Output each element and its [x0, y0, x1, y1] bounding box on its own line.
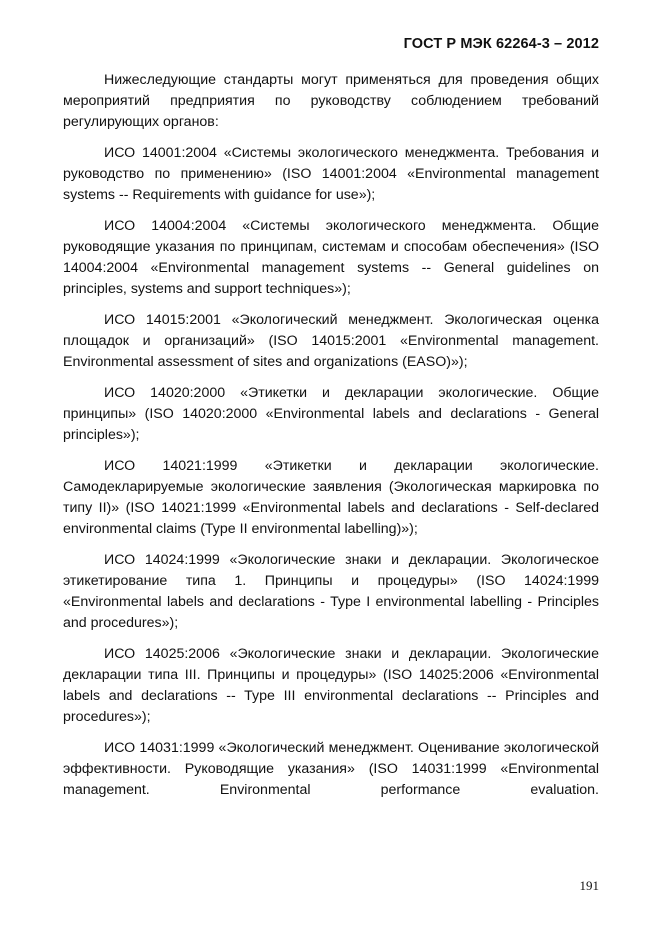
document-header: ГОСТ Р МЭК 62264-3 – 2012 — [403, 36, 599, 52]
paragraph-iso-14024: ИСО 14024:1999 «Экологические знаки и декларации. Экологическое этикетирование типа 1. Принципы и процедуры» (ISO 14024:1999 «Environmental labels and declarations - Type I environmental labelling - Principles and procedures»); — [63, 552, 599, 631]
paragraph-iso-14015: ИСО 14015:2001 «Экологический менеджмент. Экологическая оценка площадок и организаций» (ISO 14015:2001 «Environmental management. Environmental assessment of sites and organizations (EASO)»); — [63, 312, 599, 370]
paragraph-iso-14001: ИСО 14001:2004 «Системы экологического менеджмента. Требования и руководство по применению» (ISO 14001:2004 «Environmental management systems -- Requirements with guidance for use»); — [63, 145, 599, 203]
paragraph-iso-14004: ИСО 14004:2004 «Системы экологического менеджмента. Общие руководящие указания по принципам, системам и способам обеспечения» (ISO 14004:2004 «Environmental management systems -- General guidelines on principles, systems and support techniques»); — [63, 218, 599, 297]
paragraph-iso-14025: ИСО 14025:2006 «Экологические знаки и декларации. Экологические декларации типа III. Принципы и процедуры» (ISO 14025:2006 «Environmental labels and declarations -- Type III environmental declarations -- Principles and procedures»); — [63, 646, 599, 725]
paragraph-iso-14020: ИСО 14020:2000 «Этикетки и декларации экологические. Общие принципы» (ISO 14020:2000 «Environmental labels and declarations - General principles»); — [63, 385, 599, 443]
paragraph-intro: Нижеследующие стандарты могут применяться для проведения общих мероприятий предприятия по руководству соблюдением требований регулирующих органов: — [63, 72, 599, 130]
paragraph-iso-14021: ИСО 14021:1999 «Этикетки и декларации экологические. Самодекларируемые экологические заявления (Экологическая маркировка по типу II)» (ISO 14021:1999 «Environmental labels and declarations - Self-declared environmental claims (Type II environmental labelling)»); — [63, 458, 599, 537]
paragraph-iso-14031: ИСО 14031:1999 «Экологический менеджмент. Оценивание экологической эффективности. Руководящие указания» (ISO 14031:1999 «Environmental management. Environmental performance evaluation. — [63, 740, 599, 798]
document-body — [63, 70, 599, 811]
page-number: 191 — [579, 878, 599, 893]
